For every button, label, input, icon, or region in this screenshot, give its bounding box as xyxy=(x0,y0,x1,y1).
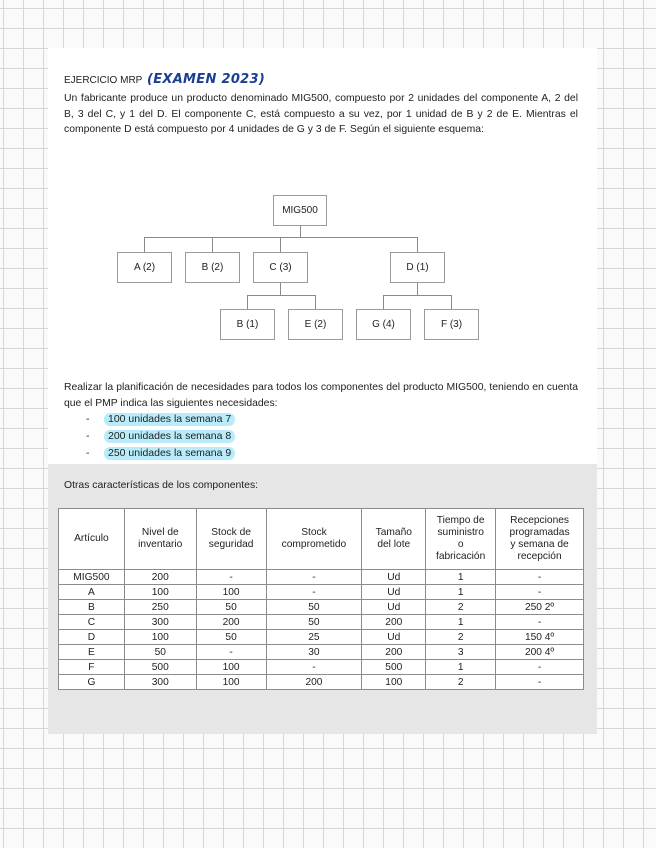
table-row xyxy=(59,615,584,630)
table-row xyxy=(59,600,584,615)
table-cell: - xyxy=(496,675,584,690)
column-header-line: Tiempo de xyxy=(436,515,485,526)
list-item: 200 unidades la semana 8 xyxy=(104,430,235,443)
list-item: 250 unidades la semana 9 xyxy=(104,447,235,460)
tree-node-d: D (1) xyxy=(390,252,445,283)
column-header xyxy=(266,509,362,570)
column-header-line: y semana de xyxy=(510,539,569,550)
table-cell: 200 xyxy=(124,570,196,585)
table-cell: 50 xyxy=(124,645,196,660)
tree-node-d-g: G (4) xyxy=(356,309,411,340)
table-cell: 300 xyxy=(124,615,196,630)
table-cell: B xyxy=(59,600,125,615)
table-cell: C xyxy=(59,615,125,630)
tree-node-a: A (2) xyxy=(117,252,172,283)
table-cell: Ud xyxy=(362,585,426,600)
table-cell: 200 4º xyxy=(496,645,584,660)
table-cell: 100 xyxy=(196,675,266,690)
tree-node-d-f: F (3) xyxy=(424,309,479,340)
table-cell: Ud xyxy=(362,600,426,615)
table-cell: - xyxy=(266,570,362,585)
table-cell: 300 xyxy=(124,675,196,690)
table-cell: 100 xyxy=(124,630,196,645)
intro-paragraph: Un fabricante produce un producto denominado MIG500, compuesto por 2 unidades del componente A, 2 del B, 3 del C, y 1 del D. El componente C, está compuesto a su vez, por 1 unidad de B y 2 de E. Mientras el componente D está compuesto por 4 unidades de G y 3 de F. Según el siguiente esquema: xyxy=(64,93,578,135)
table-cell: A xyxy=(59,585,125,600)
instructions-paragraph: Realizar la planificación de necesidades para todos los componentes del producto MIG500, teniendo en cuenta que el PMP indica las siguientes necesidades: xyxy=(64,382,578,409)
table-header-row xyxy=(59,509,584,570)
column-header-line: o xyxy=(457,539,464,550)
tree-node-c-b: B (1) xyxy=(220,309,275,340)
table-row xyxy=(59,585,584,600)
column-header xyxy=(59,509,125,570)
table-cell: - xyxy=(496,660,584,675)
column-header-line: Nivel de xyxy=(141,527,179,538)
table-cell: 150 4º xyxy=(496,630,584,645)
table-cell: 1 xyxy=(426,660,496,675)
table-cell: 250 xyxy=(124,600,196,615)
table-cell: 2 xyxy=(426,630,496,645)
column-header-line: Stock xyxy=(301,527,327,538)
tree-node-b: B (2) xyxy=(185,252,240,283)
table-row xyxy=(59,630,584,645)
table-cell: 200 xyxy=(266,675,362,690)
column-header-line: recepción xyxy=(517,551,562,562)
table-cell: 2 xyxy=(426,600,496,615)
other-characteristics-title: Otras características de los componentes: xyxy=(64,480,259,491)
table-cell: - xyxy=(496,585,584,600)
table-cell: 25 xyxy=(266,630,362,645)
table-cell: 2 xyxy=(426,675,496,690)
table-cell: 50 xyxy=(196,600,266,615)
column-header-line: programadas xyxy=(509,527,570,538)
table-cell: Ud xyxy=(362,630,426,645)
list-bullet: - xyxy=(86,447,90,459)
table-cell: MIG500 xyxy=(59,570,125,585)
table-cell: Ud xyxy=(362,570,426,585)
table-cell: 250 2º xyxy=(496,600,584,615)
table-cell: 100 xyxy=(196,585,266,600)
column-header-line: Recepciones xyxy=(510,515,569,526)
table-cell: 1 xyxy=(426,615,496,630)
column-header xyxy=(362,509,426,570)
column-header-line: seguridad xyxy=(208,539,254,550)
list-bullet: - xyxy=(86,413,90,425)
table-cell: 500 xyxy=(362,660,426,675)
tree-node-c: C (3) xyxy=(253,252,308,283)
column-header xyxy=(496,509,584,570)
table-cell: E xyxy=(59,645,125,660)
column-header-line: Artículo xyxy=(74,533,109,544)
column-header xyxy=(124,509,196,570)
table-cell: - xyxy=(196,570,266,585)
table-cell: 500 xyxy=(124,660,196,675)
table-row xyxy=(59,570,584,585)
table-cell: - xyxy=(496,615,584,630)
list-item: 100 unidades la semana 7 xyxy=(104,413,235,426)
table-cell: 200 xyxy=(196,615,266,630)
table-cell: 100 xyxy=(362,675,426,690)
table-header xyxy=(59,509,584,570)
column-header-line: fabricación xyxy=(436,551,486,562)
tree-node-c-e: E (2) xyxy=(288,309,343,340)
column-header xyxy=(426,509,496,570)
exercise-header xyxy=(64,72,265,87)
list-bullet: - xyxy=(86,430,90,442)
table-cell: 1 xyxy=(426,585,496,600)
column-header-line: Stock de xyxy=(211,527,251,538)
column-header-line: del lote xyxy=(377,539,411,550)
table-cell: G xyxy=(59,675,125,690)
table-cell: 200 xyxy=(362,615,426,630)
table-cell: D xyxy=(59,630,125,645)
table-cell: 50 xyxy=(266,615,362,630)
table-cell: F xyxy=(59,660,125,675)
table-cell: - xyxy=(266,585,362,600)
column-header-line: comprometido xyxy=(281,539,347,550)
column-header xyxy=(196,509,266,570)
table-cell: 1 xyxy=(426,570,496,585)
table-cell: - xyxy=(496,570,584,585)
table-body xyxy=(59,570,584,690)
table-row xyxy=(59,645,584,660)
exercise-title: EJERCICIO MRP xyxy=(64,75,143,86)
table-row xyxy=(59,660,584,675)
table-cell: 100 xyxy=(124,585,196,600)
table-cell: 3 xyxy=(426,645,496,660)
table-cell: - xyxy=(266,660,362,675)
components-table xyxy=(58,508,584,690)
column-header-line: Tamaño xyxy=(375,527,412,538)
tree-node-root: MIG500 xyxy=(273,195,327,226)
table-cell: 30 xyxy=(266,645,362,660)
table-cell: 50 xyxy=(196,630,266,645)
table-cell: 100 xyxy=(196,660,266,675)
table-cell: - xyxy=(196,645,266,660)
column-header-line: inventario xyxy=(138,539,183,550)
table-row xyxy=(59,675,584,690)
table-cell: 200 xyxy=(362,645,426,660)
column-header-line: suministro xyxy=(437,527,484,538)
table-cell: 50 xyxy=(266,600,362,615)
handwritten-note: (EXAMEN 2023) xyxy=(146,72,266,87)
